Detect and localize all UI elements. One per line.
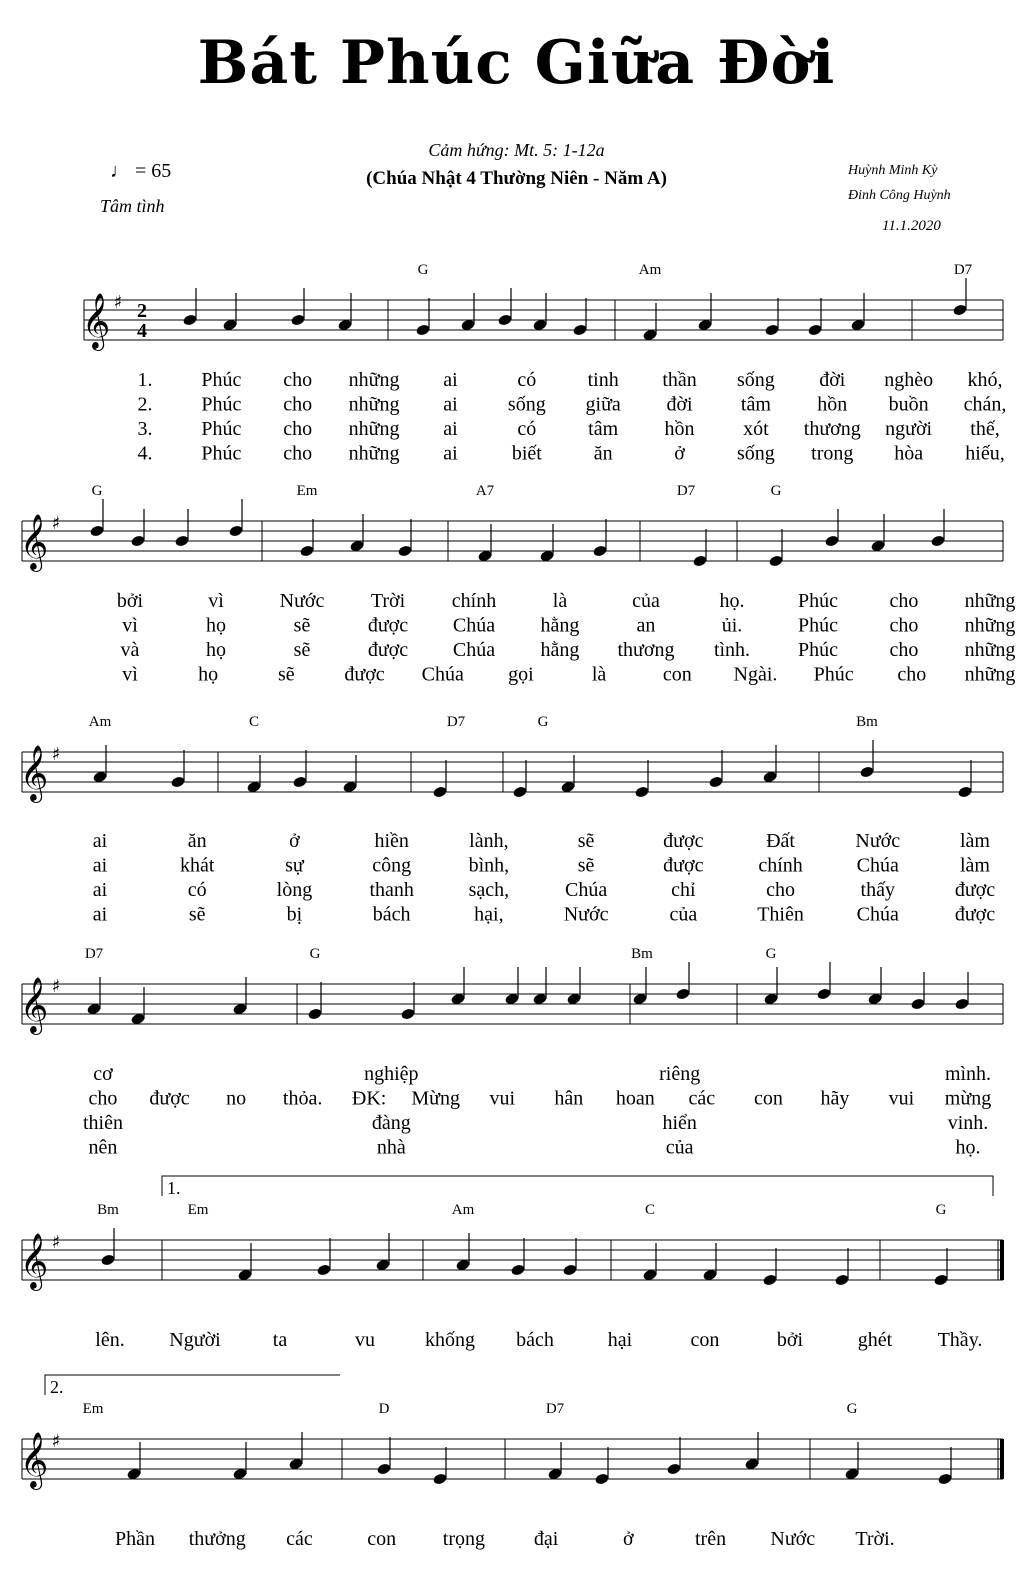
chord-symbol: G — [846, 1401, 858, 1417]
note-head — [762, 1273, 777, 1286]
lyric-syllable: ăn — [593, 442, 613, 465]
note-head — [675, 987, 690, 1000]
lyric-syllable: vì — [122, 614, 138, 637]
note-head — [910, 997, 925, 1010]
lyric-syllable: các — [286, 1528, 313, 1550]
lyric-syllable: tình. — [713, 639, 751, 661]
lyric-syllable: thần — [662, 369, 697, 391]
time-signature-bottom: 4 — [137, 320, 147, 342]
lyric-syllable: hân — [554, 1087, 584, 1110]
key-signature-sharp-icon: ♯ — [51, 513, 61, 534]
lyric-syllable: Thiên — [757, 903, 804, 926]
lyric-syllable: hiếu, — [965, 442, 1005, 465]
lyric-syllable: riêng — [659, 1063, 701, 1085]
expression-marking: Tâm tình — [100, 196, 165, 216]
lyric-syllable: tâm — [588, 418, 619, 440]
lyric-syllable: ai — [443, 442, 458, 465]
lyric-syllable: bình, — [468, 854, 510, 877]
note-head — [497, 313, 512, 326]
lyric-syllable: những — [348, 418, 400, 440]
lyric-syllable: vui — [888, 1087, 915, 1110]
lyric-syllable: sạch, — [468, 879, 510, 901]
lyric-syllable: cho — [766, 879, 796, 901]
chord-symbol: Bm — [97, 1202, 119, 1218]
lyric-syllable: họ — [206, 614, 226, 637]
lyric-syllable: những — [964, 590, 1016, 612]
note-head — [768, 554, 783, 567]
lyric-syllable: no — [226, 1087, 247, 1110]
lyric-syllable: có — [517, 418, 537, 440]
lyric-syllable: vì — [122, 663, 138, 686]
lyric-syllable: Chúa — [565, 879, 608, 901]
lyric-syllable: ghét — [857, 1329, 893, 1351]
lyric-syllable: ăn — [187, 830, 207, 852]
chord-symbol: D7 — [953, 262, 973, 278]
note-head — [182, 313, 197, 326]
note-head — [100, 1253, 115, 1266]
note-head — [512, 785, 527, 798]
lyric-syllable: là — [552, 590, 568, 612]
lyric-syllable: nhà — [376, 1136, 406, 1159]
lyric-syllable: những — [348, 369, 400, 391]
lyric-syllable: những — [348, 393, 400, 416]
lyric-syllable: hồn — [664, 418, 695, 440]
lyric-syllable: tinh — [587, 369, 619, 391]
note-head — [400, 1007, 415, 1020]
lyric-syllable: hằng — [540, 639, 580, 661]
lyric-syllable: vui — [489, 1087, 516, 1110]
note-head — [954, 997, 969, 1010]
liturgical-occasion: (Chúa Nhật 4 Thường Niên - Năm A) — [366, 168, 667, 189]
lyric-syllable: những — [964, 614, 1016, 637]
note-head — [307, 1007, 322, 1020]
lyric-syllable: họ. — [955, 1136, 981, 1159]
lyric-syllable: được — [367, 614, 409, 637]
lyric-syllable: ở — [623, 1528, 634, 1550]
note-head — [824, 534, 839, 547]
lyric-syllable: chính — [758, 854, 803, 877]
lyric-syllable: thưởng — [188, 1528, 246, 1550]
lyric-syllable: đời — [666, 393, 693, 416]
lyric-syllable: sẽ — [293, 614, 311, 637]
lyric-syllable: bởi — [776, 1329, 804, 1351]
lyric-syllable: chính — [451, 590, 497, 612]
lyric-syllable: con — [367, 1528, 397, 1550]
chord-symbol: D — [378, 1401, 390, 1417]
lyric-syllable: thỏa. — [282, 1087, 323, 1110]
lyric-syllable: công — [372, 854, 412, 877]
chord-symbol: D7 — [84, 946, 104, 962]
lyric-syllable: Trời — [370, 590, 406, 612]
lyric-syllable: ai — [92, 879, 108, 901]
chord-symbol: Em — [187, 1202, 209, 1218]
note-head — [859, 765, 874, 778]
lyric-syllable: xót — [743, 418, 769, 440]
note-head — [692, 554, 707, 567]
lyric-syllable: cho — [283, 418, 313, 440]
lyric-syllable: làm — [960, 854, 990, 877]
chord-symbol: G — [309, 946, 321, 962]
lyric-syllable: Mừng — [411, 1087, 461, 1110]
lyric-syllable: Phúc — [201, 442, 242, 465]
chord-symbol: Bm — [856, 714, 878, 730]
lyric-syllable: chán, — [963, 393, 1007, 416]
lyric-syllable: thế, — [970, 418, 1000, 440]
lyric-syllable: giữa — [585, 393, 621, 416]
lyric-syllable: họ — [206, 639, 226, 661]
note-head — [634, 785, 649, 798]
lyric-syllable: ai — [92, 830, 108, 852]
lyric-syllable: thương — [617, 639, 675, 661]
lyric-syllable: thương — [803, 418, 861, 440]
lyric-syllable: được — [344, 663, 385, 686]
chord-symbol: D7 — [446, 714, 466, 730]
lyric-syllable: có — [187, 879, 207, 901]
note-head — [957, 785, 972, 798]
volta-bracket — [162, 1176, 993, 1196]
lyric-syllable: khống — [425, 1329, 475, 1351]
note-head — [592, 544, 607, 557]
lyric-syllable: Ngài. — [733, 663, 778, 686]
lyric-syllable: 4. — [137, 442, 153, 465]
lyric-syllable: được — [149, 1087, 190, 1110]
key-signature-sharp-icon: ♯ — [51, 744, 61, 765]
lyric-syllable: lên. — [95, 1329, 125, 1351]
note-head — [174, 534, 189, 547]
lyric-syllable: họ — [198, 663, 219, 686]
note-head — [170, 775, 185, 788]
lyric-syllable: sự — [285, 854, 304, 877]
lyric-syllable: bách — [372, 903, 411, 926]
lyric-syllable: cho — [283, 393, 313, 416]
lyric-syllable: ai — [443, 369, 458, 391]
lyric-syllable: hãy — [820, 1087, 850, 1110]
note-head — [816, 987, 831, 1000]
chord-symbol: Am — [451, 1202, 475, 1218]
chord-symbol: D7 — [676, 483, 696, 499]
lyric-syllable: buồn — [888, 393, 929, 416]
lyric-syllable: sẽ — [577, 830, 595, 852]
note-head — [299, 544, 314, 557]
lyric-syllable: ở — [289, 830, 300, 852]
lyric-syllable: hại — [607, 1329, 633, 1351]
note-head — [290, 313, 305, 326]
lyric-syllable: cơ — [93, 1063, 113, 1085]
lyric-syllable: ai — [443, 393, 458, 416]
lyric-syllable: lòng — [276, 879, 313, 901]
lyric-syllable: thiên — [83, 1112, 123, 1134]
lyric-syllable: cho — [283, 442, 313, 465]
lyric-syllable: mình. — [944, 1063, 992, 1085]
lyric-syllable: Phúc — [201, 393, 242, 416]
lyric-syllable: những — [964, 663, 1016, 686]
lyric-syllable: Chúa — [856, 854, 899, 877]
lyric-syllable: đời — [819, 369, 846, 391]
volta-number: 1. — [167, 1178, 181, 1198]
chord-symbol: G — [91, 483, 103, 499]
lyric-syllable: bách — [516, 1329, 554, 1351]
lyric-syllable: có — [517, 369, 537, 391]
song-title: Bát Phúc Giữa Đời — [197, 28, 836, 98]
lyric-syllable: 1. — [137, 369, 153, 391]
lyric-syllable: và — [120, 639, 140, 661]
key-signature-sharp-icon: ♯ — [51, 1431, 61, 1452]
treble-clef-icon: 𝄞 — [19, 1432, 49, 1488]
lyric-syllable: là — [591, 663, 607, 686]
lyric-syllable: 3. — [137, 418, 153, 440]
lyric-syllable: Phúc — [798, 590, 838, 612]
lyric-syllable: hại, — [474, 903, 504, 926]
lyric-syllable: chỉ — [671, 879, 696, 901]
lyric-syllable: vu — [355, 1329, 375, 1351]
lyric-syllable: Nước — [279, 590, 325, 612]
lyric-syllable: Chúa — [452, 639, 496, 661]
treble-clef-icon: 𝄞 — [19, 745, 49, 801]
note-head — [952, 303, 967, 316]
note-head — [807, 323, 822, 336]
note-head — [764, 323, 779, 336]
lyric-syllable: người — [885, 418, 933, 440]
lyric-syllable: được — [663, 854, 704, 877]
lyric-syllable: biết — [511, 442, 542, 465]
lyric-syllable: ai — [92, 854, 108, 877]
lyric-syllable: Phúc — [813, 663, 854, 686]
lyric-syllable: nên — [88, 1136, 118, 1159]
lyric-syllable: sống — [737, 442, 775, 465]
chord-symbol: G — [537, 714, 549, 730]
lyric-syllable: con — [690, 1329, 720, 1351]
lyric-syllable: ta — [272, 1329, 288, 1351]
note-head — [666, 1462, 681, 1475]
lyric-syllable: Chúa — [452, 614, 496, 637]
note-head — [937, 1472, 952, 1485]
lyric-syllable: mừng — [944, 1087, 992, 1110]
chord-symbol: G — [765, 946, 777, 962]
lyric-syllable: Phần — [115, 1528, 155, 1550]
lyric-syllable: sẽ — [188, 903, 206, 926]
lyric-syllable: những — [348, 442, 400, 465]
treble-clef-icon: 𝄞 — [19, 977, 49, 1033]
chord-symbol: C — [644, 1202, 656, 1218]
lyric-syllable: con — [662, 663, 692, 686]
chord-symbol: Am — [638, 262, 662, 278]
note-head — [594, 1472, 609, 1485]
chord-symbol: A7 — [475, 483, 495, 499]
lyric-syllable: đàng — [371, 1112, 411, 1134]
lyric-syllable: các — [688, 1087, 716, 1110]
chord-symbol: G — [935, 1202, 947, 1218]
note-head — [228, 524, 243, 537]
lyric-syllable: ở — [674, 442, 685, 465]
lyric-syllable: Nước — [563, 903, 609, 926]
note-head — [933, 1273, 948, 1286]
note-head — [130, 534, 145, 547]
lyric-syllable: hòa — [894, 442, 924, 465]
lyric-syllable: hằng — [540, 614, 580, 637]
lyric-syllable: trọng — [442, 1528, 485, 1550]
lyric-syllable: lành, — [469, 830, 509, 852]
lyric-syllable: hiển — [662, 1112, 697, 1134]
lyric-syllable: làm — [960, 830, 990, 852]
lyric-syllable: ĐK: — [351, 1087, 387, 1110]
lyric-syllable: bởi — [116, 590, 144, 612]
lyric-syllable: Phúc — [201, 369, 242, 391]
lyric-syllable: ủi. — [721, 614, 743, 637]
lyric-syllable: khó, — [967, 369, 1003, 391]
final-barline — [1000, 1439, 1004, 1479]
lyric-syllable: gọi — [508, 663, 534, 686]
lyric-syllable: trên — [695, 1528, 727, 1550]
lyric-syllable: trong — [811, 442, 854, 465]
final-barline — [1000, 1240, 1004, 1280]
treble-clef-icon: 𝄞 — [19, 1233, 49, 1289]
lyric-syllable: Phúc — [798, 614, 838, 637]
lyric-syllable: an — [636, 614, 656, 637]
lyric-syllable: Đất — [766, 830, 796, 852]
volta-bracket — [45, 1375, 340, 1395]
note-head — [397, 544, 412, 557]
chord-symbol: Bm — [631, 946, 653, 962]
note-head — [432, 1472, 447, 1485]
chord-symbol: C — [248, 714, 260, 730]
note-head — [415, 323, 430, 336]
note-head — [930, 534, 945, 547]
note-head — [708, 775, 723, 788]
lyric-syllable: cho — [889, 614, 919, 637]
note-head — [572, 323, 587, 336]
lyric-syllable: khát — [180, 854, 215, 877]
lyric-syllable: nghiệp — [364, 1063, 419, 1085]
lyric-syllable: sẽ — [278, 663, 295, 686]
lyric-syllable: những — [964, 639, 1016, 661]
lyric-syllable: sống — [737, 369, 775, 391]
composition-date: 11.1.2020 — [882, 218, 941, 234]
lyric-syllable: được — [663, 830, 704, 852]
note-head — [834, 1273, 849, 1286]
lyric-syllable: của — [665, 1136, 694, 1159]
lyric-syllable: thanh — [369, 879, 414, 901]
lyric-syllable: của — [632, 590, 660, 612]
lyric-syllable: ai — [443, 418, 458, 440]
lyric-syllable: hoan — [615, 1087, 655, 1110]
lyric-syllable: của — [669, 903, 698, 926]
author-name-2: Đinh Công Huỳnh — [848, 188, 951, 203]
lyric-syllable: Nước — [855, 830, 901, 852]
lyric-syllable: Chúa — [856, 903, 899, 926]
lyric-syllable: sẽ — [577, 854, 595, 877]
lyric-syllable: được — [367, 639, 409, 661]
lyric-syllable: tâm — [740, 393, 771, 416]
lyric-syllable: bị — [286, 903, 303, 926]
lyric-syllable: được — [954, 903, 996, 926]
inspiration-note: Cảm hứng: Mt. 5: 1-12a — [428, 140, 605, 160]
lyric-syllable: hồn — [817, 393, 848, 416]
lyric-syllable: Phúc — [201, 418, 242, 440]
author-name-1: Huỳnh Minh Kỳ — [848, 163, 938, 178]
time-signature-top: 2 — [137, 300, 147, 322]
chord-symbol: G — [770, 483, 782, 499]
lyric-syllable: đại — [533, 1528, 559, 1550]
note-head — [432, 785, 447, 798]
volta-number: 2. — [50, 1377, 64, 1397]
lyric-syllable: cho — [889, 639, 919, 661]
lyric-syllable: sẽ — [293, 639, 311, 661]
note-head — [89, 524, 104, 537]
lyric-syllable: vì — [208, 590, 224, 612]
lyric-syllable: được — [954, 879, 996, 901]
lyric-syllable: nghèo — [884, 369, 934, 391]
note-head — [562, 1263, 577, 1276]
key-signature-sharp-icon: ♯ — [51, 1232, 61, 1253]
note-head — [510, 1263, 525, 1276]
lyric-syllable: cho — [88, 1087, 118, 1110]
note-head — [292, 775, 307, 788]
chord-symbol: Em — [82, 1401, 104, 1417]
treble-clef-icon: 𝄞 — [81, 293, 111, 349]
lyric-syllable: họ. — [719, 590, 745, 612]
lyric-syllable: cho — [897, 663, 927, 686]
note-head — [376, 1462, 391, 1475]
lyric-syllable: Trời. — [855, 1528, 895, 1550]
chord-symbol: Em — [296, 483, 318, 499]
tempo-marking: ♩ = 65 — [110, 160, 172, 182]
chord-symbol: G — [417, 262, 429, 278]
lyric-syllable: vinh. — [947, 1112, 989, 1134]
lyric-syllable: Chúa — [421, 663, 464, 686]
chord-symbol: D7 — [545, 1401, 565, 1417]
chord-symbol: Am — [88, 714, 112, 730]
note-head — [316, 1263, 331, 1276]
lyric-syllable: cho — [283, 369, 313, 391]
lyric-syllable: Phúc — [798, 639, 838, 661]
lyric-syllable: Nước — [770, 1528, 816, 1550]
lyric-syllable: Người — [169, 1329, 221, 1351]
lyric-syllable: thấy — [860, 879, 895, 901]
treble-clef-icon: 𝄞 — [19, 514, 49, 570]
lyric-syllable: con — [753, 1087, 783, 1110]
lyric-syllable: Thầy. — [937, 1329, 983, 1351]
lyric-syllable: sống — [507, 393, 546, 416]
lyric-syllable: hiền — [374, 830, 409, 852]
lyric-syllable: 2. — [137, 393, 153, 416]
lyric-syllable: cho — [889, 590, 919, 612]
key-signature-sharp-icon: ♯ — [51, 976, 61, 997]
lyric-syllable: ai — [92, 903, 108, 926]
key-signature-sharp-icon: ♯ — [113, 292, 123, 313]
